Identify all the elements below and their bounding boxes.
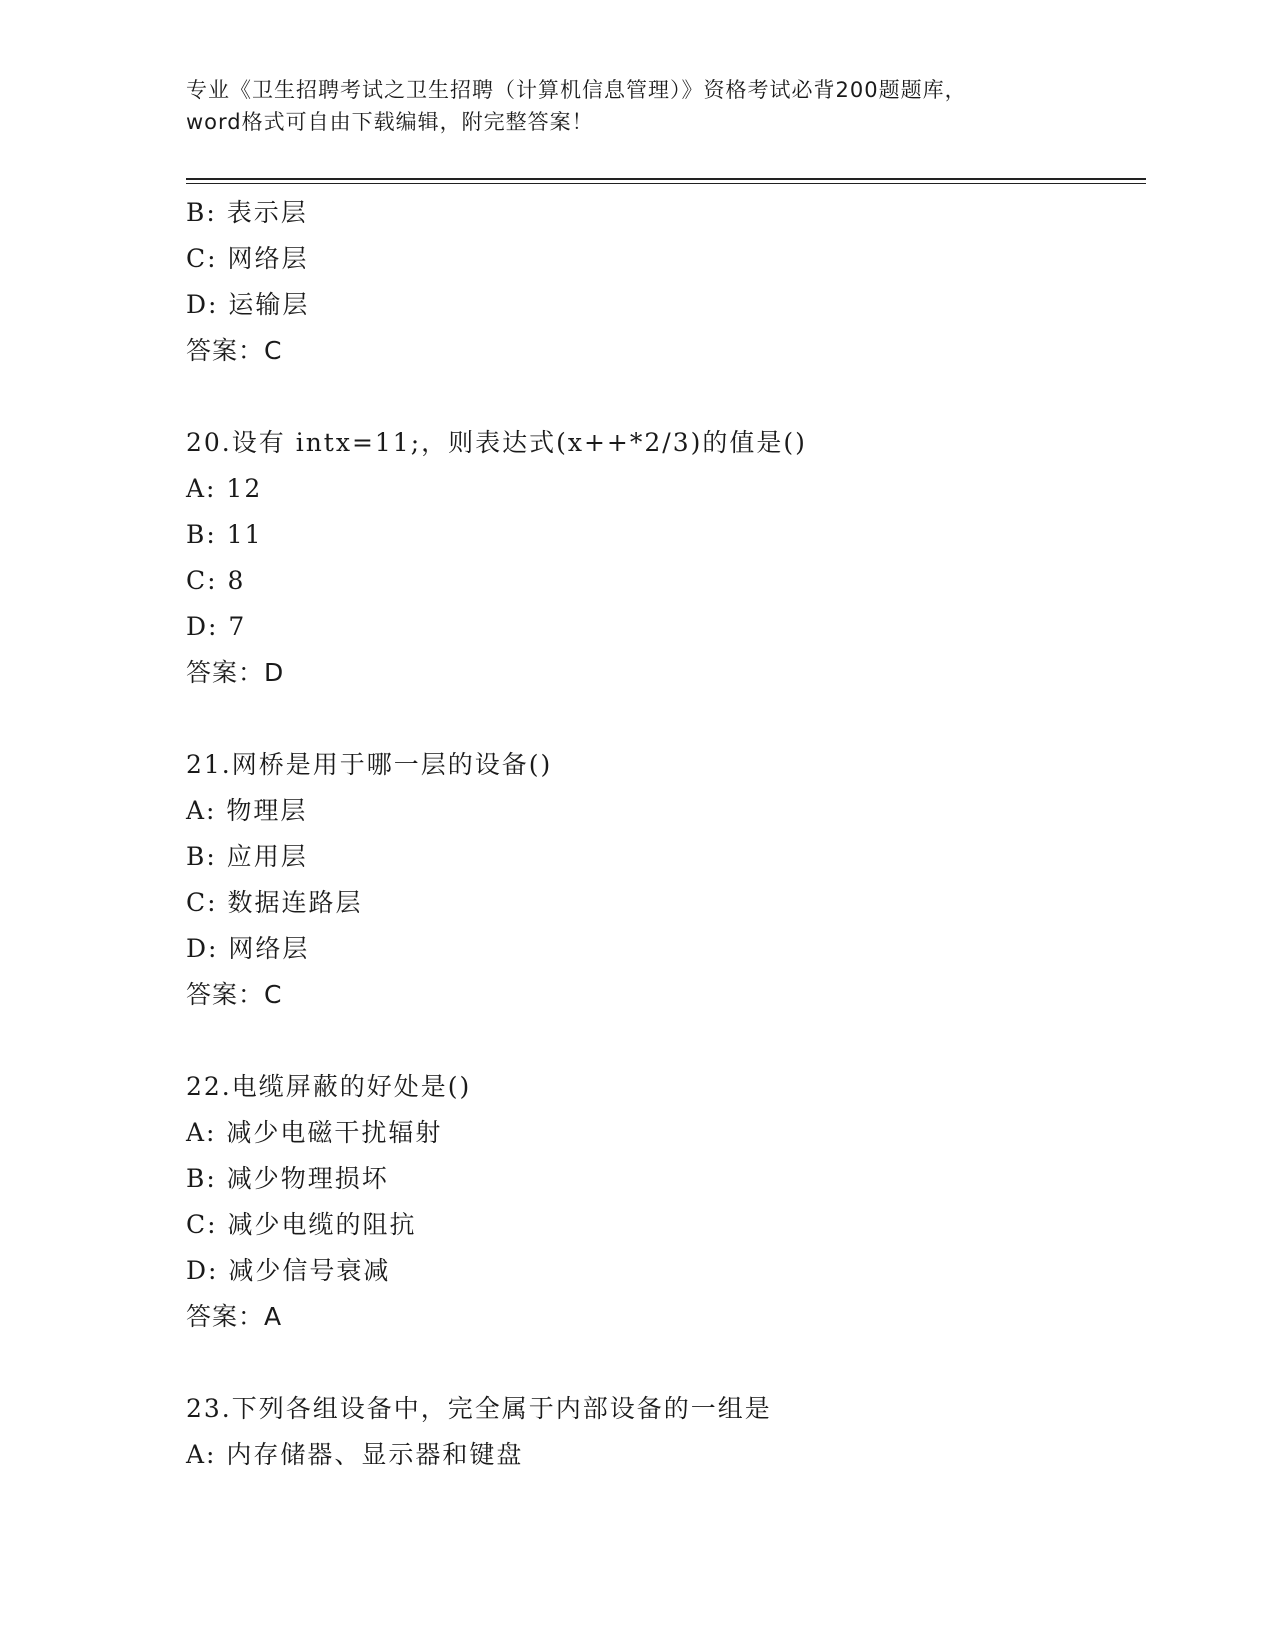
option-b: B: 11 — [186, 520, 263, 549]
question-list — [186, 190, 1146, 1478]
option-d: D: 运输层 — [186, 290, 310, 319]
answer-line: 答案：C — [186, 980, 283, 1009]
option-c: C: 网络层 — [186, 244, 309, 273]
option-a: A: 12 — [186, 474, 263, 503]
spacer — [186, 696, 1146, 742]
option-a: A: 内存储器、显示器和键盘 — [186, 1440, 524, 1469]
header-line-2: word格式可自由下载编辑，附完整答案！ — [186, 110, 594, 134]
question-text: 21.网桥是用于哪一层的设备() — [186, 750, 553, 779]
header-divider-thin — [186, 183, 1146, 184]
option-a: A: 减少电磁干扰辐射 — [186, 1118, 443, 1147]
answer-line: 答案：A — [186, 1302, 283, 1331]
option-b: B: 减少物理损坏 — [186, 1164, 389, 1193]
option-b: B: 应用层 — [186, 842, 308, 871]
question-text: 20.设有 intx=11;，则表达式(x++*2/3)的值是() — [186, 428, 807, 457]
option-d: D: 网络层 — [186, 934, 310, 963]
question-22 — [186, 1064, 1146, 1340]
header-line-1: 专业《卫生招聘考试之卫生招聘（计算机信息管理）》资格考试必背200题题库， — [186, 78, 967, 102]
option-c: C: 8 — [186, 566, 246, 595]
question-23 — [186, 1386, 1146, 1478]
option-d: D: 减少信号衰减 — [186, 1256, 391, 1285]
document-header — [186, 74, 1106, 138]
question-19-continued — [186, 190, 1146, 374]
option-a: A: 物理层 — [186, 796, 308, 825]
question-21 — [186, 742, 1146, 1018]
question-20 — [186, 420, 1146, 696]
header-divider-thick — [186, 178, 1146, 180]
answer-line: 答案：C — [186, 336, 283, 365]
option-c: C: 数据连路层 — [186, 888, 363, 917]
question-text: 23.下列各组设备中，完全属于内部设备的一组是 — [186, 1394, 772, 1423]
option-c: C: 减少电缆的阻抗 — [186, 1210, 417, 1239]
option-d: D: 7 — [186, 612, 247, 641]
spacer — [186, 1340, 1146, 1386]
option-b: B: 表示层 — [186, 198, 308, 227]
answer-line: 答案：D — [186, 658, 285, 687]
spacer — [186, 1018, 1146, 1064]
spacer — [186, 374, 1146, 420]
question-text: 22.电缆屏蔽的好处是() — [186, 1072, 472, 1101]
